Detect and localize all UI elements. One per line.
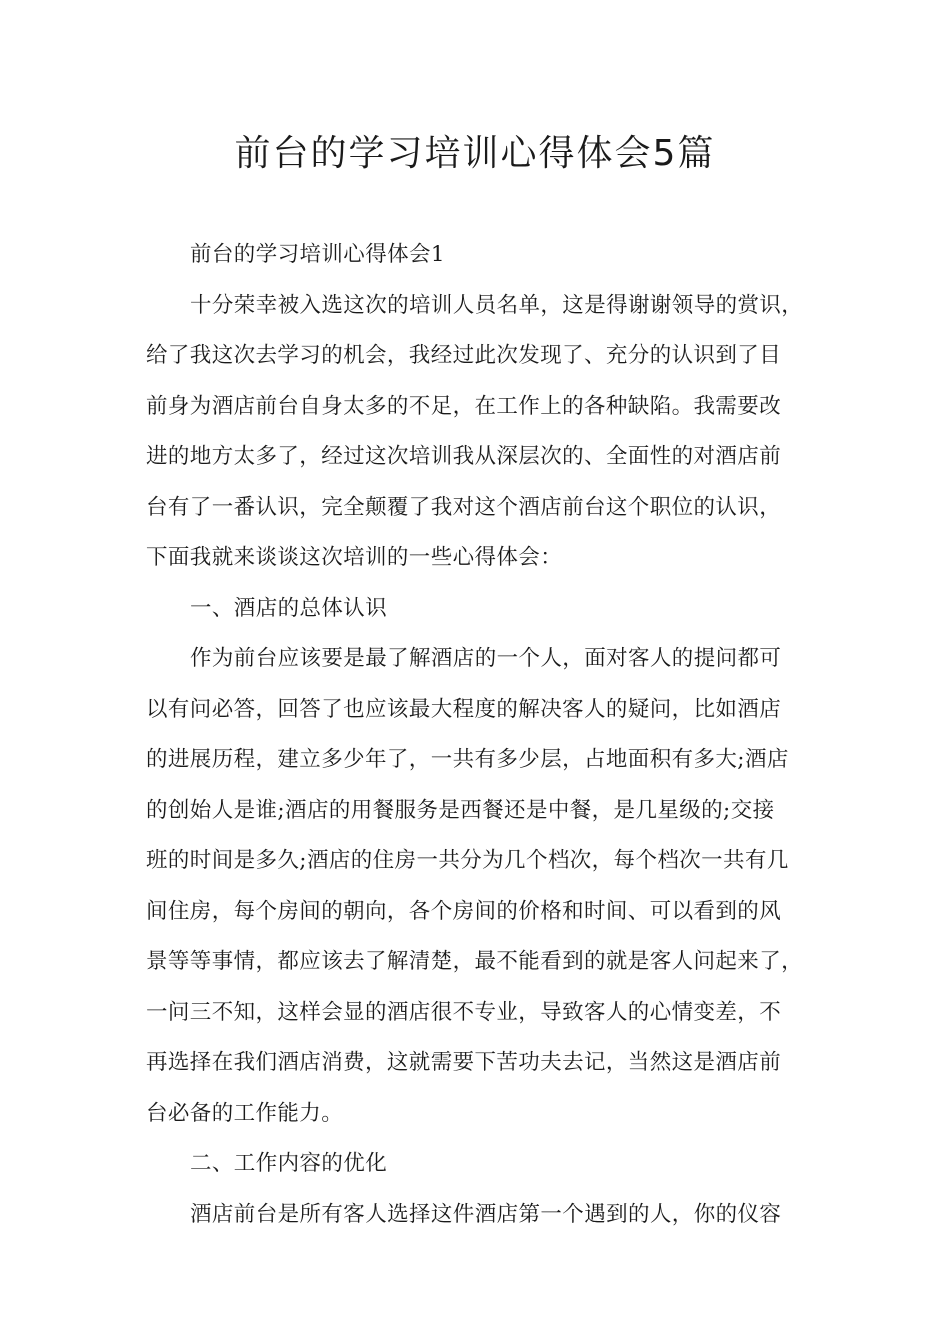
text-line: 的创始人是谁;酒店的用餐服务是西餐还是中餐，是几星级的;交接 [146,797,775,823]
intro-paragraph [146,281,826,584]
section-2-paragraph [146,1190,826,1241]
text-line: 十分荣幸被入选这次的培训人员名单，这是得谢谢领导的赏识， [190,292,804,318]
text-line: 酒店前台是所有客人选择这件酒店第一个遇到的人，你的仪容 [190,1201,782,1227]
article-subtitle: 前台的学习培训心得体会1 [190,242,445,267]
text-line: 景等等事情，都应该去了解清楚，最不能看到的就是客人问起来了， [146,949,804,974]
text-line: 班的时间是多久;酒店的住房一共分为几个档次，每个档次一共有几 [146,848,789,873]
document-title: 前台的学习培训心得体会5篇 [234,133,716,174]
text-line: 作为前台应该要是最了解酒店的一个人，面对客人的提问都可 [190,646,782,671]
text-line: 给了我这次去学习的机会，我经过此次发现了、充分的认识到了目 [146,343,782,368]
section-heading-1: 一、酒店的总体认识 [190,595,388,621]
text-line: 一问三不知，这样会显的酒店很不专业，导致客人的心情变差，不 [146,999,782,1025]
section-1-paragraph [146,634,826,1139]
text-line: 台必备的工作能力。 [146,1100,344,1126]
text-line: 进的地方太多了，经过这次培训我从深层次的、全面性的对酒店前 [146,444,782,469]
text-line: 再选择在我们酒店消费，这就需要下苦功夫去记，当然这是酒店前 [146,1050,782,1075]
section-heading-2: 二、工作内容的优化 [190,1151,388,1176]
text-line: 台有了一番认识，完全颠覆了我对这个酒店前台这个职位的认识， [146,494,782,520]
document-body [146,230,826,1240]
text-line: 间住房，每个房间的朝向，各个房间的价格和时间、可以看到的风 [146,898,782,924]
text-line: 的进展历程，建立多少年了，一共有多少层，占地面积有多大;酒店 [146,747,789,772]
text-line: 以有问必答，回答了也应该最大程度的解决客人的疑问，比如酒店 [146,696,782,722]
text-line: 前身为酒店前台自身太多的不足，在工作上的各种缺陷。我需要改 [146,393,782,419]
text-line: 下面我就来谈谈这次培训的一些心得体会： [146,545,563,570]
